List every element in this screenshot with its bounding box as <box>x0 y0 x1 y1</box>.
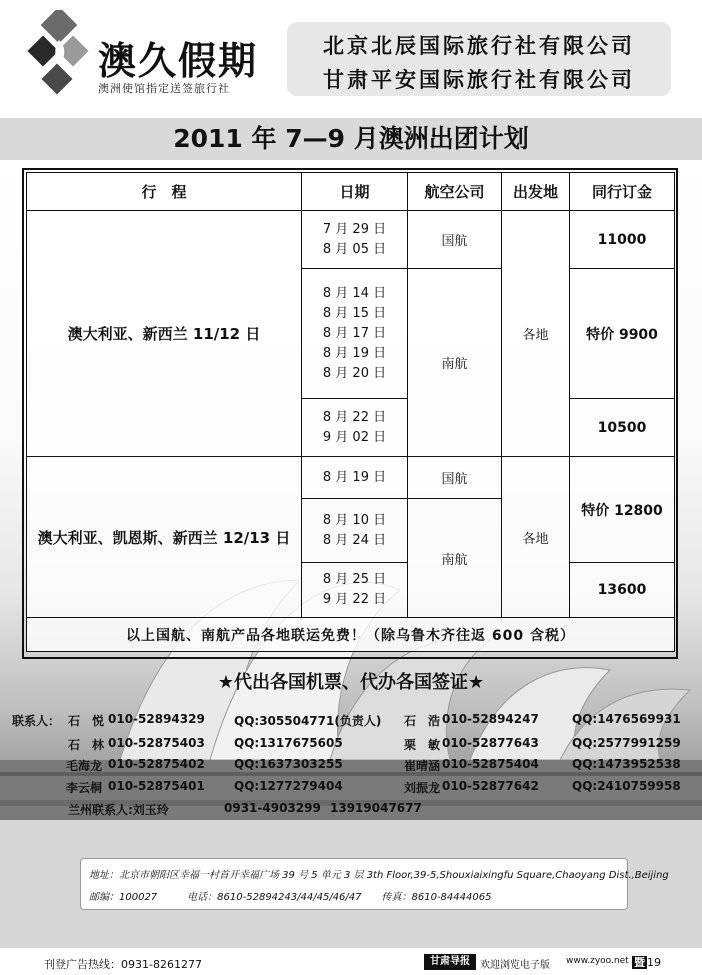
route-cell: 澳大利亚、凯恩斯、新西兰 12/13 日 <box>27 457 302 618</box>
newspaper-brand: 甘肃导报 <box>424 954 476 970</box>
header-date: 日期 <box>302 173 408 211</box>
date-cell <box>302 211 408 269</box>
header-airline: 航空公司 <box>408 173 502 211</box>
agency-name-beijing: 北京北辰国际旅行社有限公司 <box>323 34 635 58</box>
date: 8 月 20 日 <box>322 365 387 381</box>
date: 8 月 24 日 <box>322 532 387 548</box>
date: 8 月 10 日 <box>322 512 387 528</box>
header-route: 行 程 <box>27 173 302 211</box>
contacts-label: 联系人： <box>12 714 61 728</box>
brand-name: 澳久假期 <box>98 39 259 83</box>
header <box>0 0 702 118</box>
brand-subtitle: 澳洲使馆指定送签旅行社 <box>98 82 230 95</box>
page-mark: 暨 <box>634 956 645 969</box>
contact-qq: QQ:305504771(负责人) <box>234 714 382 728</box>
contact-phone: 010-52875404 <box>442 757 539 771</box>
contact-qq: QQ:2577991259 <box>572 736 681 750</box>
price-cell: 特价 12800 <box>570 457 675 563</box>
date: 8 月 25 日 <box>322 572 387 587</box>
airline-cell: 南航 <box>408 499 502 618</box>
contact-name: 毛海龙 <box>66 759 103 773</box>
contact-name: 石 浩 <box>404 714 441 728</box>
contact-qq: QQ:2410759958 <box>572 779 681 793</box>
header-deposit: 同行订金 <box>570 173 675 211</box>
transfer-note: 以上国航、南航产品各地联运免费！（除乌鲁木齐往返 600 含税） <box>27 618 675 652</box>
date: 8 月 19 日 <box>322 469 387 485</box>
header-departure: 出发地 <box>502 173 570 211</box>
airline-cell: 南航 <box>408 269 502 457</box>
page-number <box>632 954 661 970</box>
table-header-row <box>27 173 675 211</box>
postcode-phone-fax-line: 邮编：100027 电话：8610-52894243/44/45/46/47 传真：8610-84444065 <box>89 892 492 903</box>
date: 9 月 02 日 <box>322 429 387 445</box>
contact-phone: 010-52877643 <box>442 736 539 750</box>
services-banner: ★代出各国机票、代办各国签证★ <box>217 672 485 693</box>
agency-box <box>287 22 671 96</box>
date: 8 月 05 日 <box>322 241 387 257</box>
contact-qq: QQ:1317675605 <box>234 736 343 750</box>
date-cell <box>302 399 408 457</box>
date: 9 月 22 日 <box>322 592 387 607</box>
contact-phone: 010-52894329 <box>108 712 205 726</box>
date-cell <box>302 457 408 499</box>
contact-name: 李云桐 <box>66 781 103 795</box>
date-cell <box>302 563 408 618</box>
contact-phone: 010-52877642 <box>442 779 539 793</box>
date-cell <box>302 499 408 563</box>
footer-url[interactable]: www.zyoo.net <box>566 956 629 966</box>
date: 8 月 19 日 <box>322 345 387 361</box>
departure-cell: 各地 <box>502 211 570 457</box>
address-box <box>80 858 669 910</box>
brand-logo-icon <box>26 10 92 100</box>
departure-cell: 各地 <box>502 457 570 618</box>
contact-name: 刘振龙 <box>404 781 441 795</box>
airline-cell: 国航 <box>408 211 502 269</box>
title-band <box>0 118 702 160</box>
date: 8 月 22 日 <box>322 409 387 425</box>
address-line: 地址：北京市朝阳区幸福一村首开幸福广场 39 号 5 单元 3 层 3th Floor,39-5,Shouxiaixingfu Square,Chaoyang Dist.,Beijing <box>89 870 669 881</box>
date-cell <box>302 269 408 399</box>
date: 8 月 17 日 <box>322 325 387 341</box>
contact-name: 崔晴涵 <box>404 759 441 773</box>
contact-phone: 010-52875403 <box>108 736 205 750</box>
lanzhou-contact-mobile: 13919047677 <box>330 801 422 815</box>
contact-qq: QQ:1476569931 <box>572 712 681 726</box>
ad-hotline: 刊登广告热线：0931-8261277 <box>44 958 202 971</box>
contact-phone: 010-52894247 <box>442 712 539 726</box>
date: 8 月 14 日 <box>322 285 387 301</box>
lanzhou-contact-phone: 0931-4903299 <box>224 801 321 815</box>
table-row <box>27 457 675 499</box>
price-cell: 特价 9900 <box>570 269 675 399</box>
price-cell: 11000 <box>570 211 675 269</box>
date: 7 月 29 日 <box>322 221 387 237</box>
airline-cell: 国航 <box>408 457 502 499</box>
contact-name: 石 林 <box>68 738 105 752</box>
lanzhou-contact-name: 兰州联系人:刘玉玲 <box>68 803 169 817</box>
contact-qq: QQ:1473952538 <box>572 757 681 771</box>
contact-phone: 010-52875402 <box>108 757 205 771</box>
contact-name: 石 悦 <box>68 714 105 728</box>
price-cell: 13600 <box>570 563 675 618</box>
page-footer <box>0 948 702 975</box>
contact-qq: QQ:1637303255 <box>234 757 343 771</box>
date: 8 月 15 日 <box>322 305 387 321</box>
page-number-value: 19 <box>647 956 661 969</box>
tour-schedule-table <box>26 172 674 655</box>
page-title: 2011 年 7—9 月澳洲出团计划 <box>173 124 529 153</box>
price-cell: 10500 <box>570 399 675 457</box>
route-cell: 澳大利亚、新西兰 11/12 日 <box>27 211 302 457</box>
contact-name: 栗 敏 <box>404 738 441 752</box>
contact-phone: 010-52875401 <box>108 779 205 793</box>
footer-slogan: 欢迎浏览电子版 <box>480 960 550 971</box>
table-row <box>27 211 675 269</box>
agency-name-gansu: 甘肃平安国际旅行社有限公司 <box>323 68 635 92</box>
table-note-row <box>27 618 675 652</box>
contact-qq: QQ:1277279404 <box>234 779 343 793</box>
